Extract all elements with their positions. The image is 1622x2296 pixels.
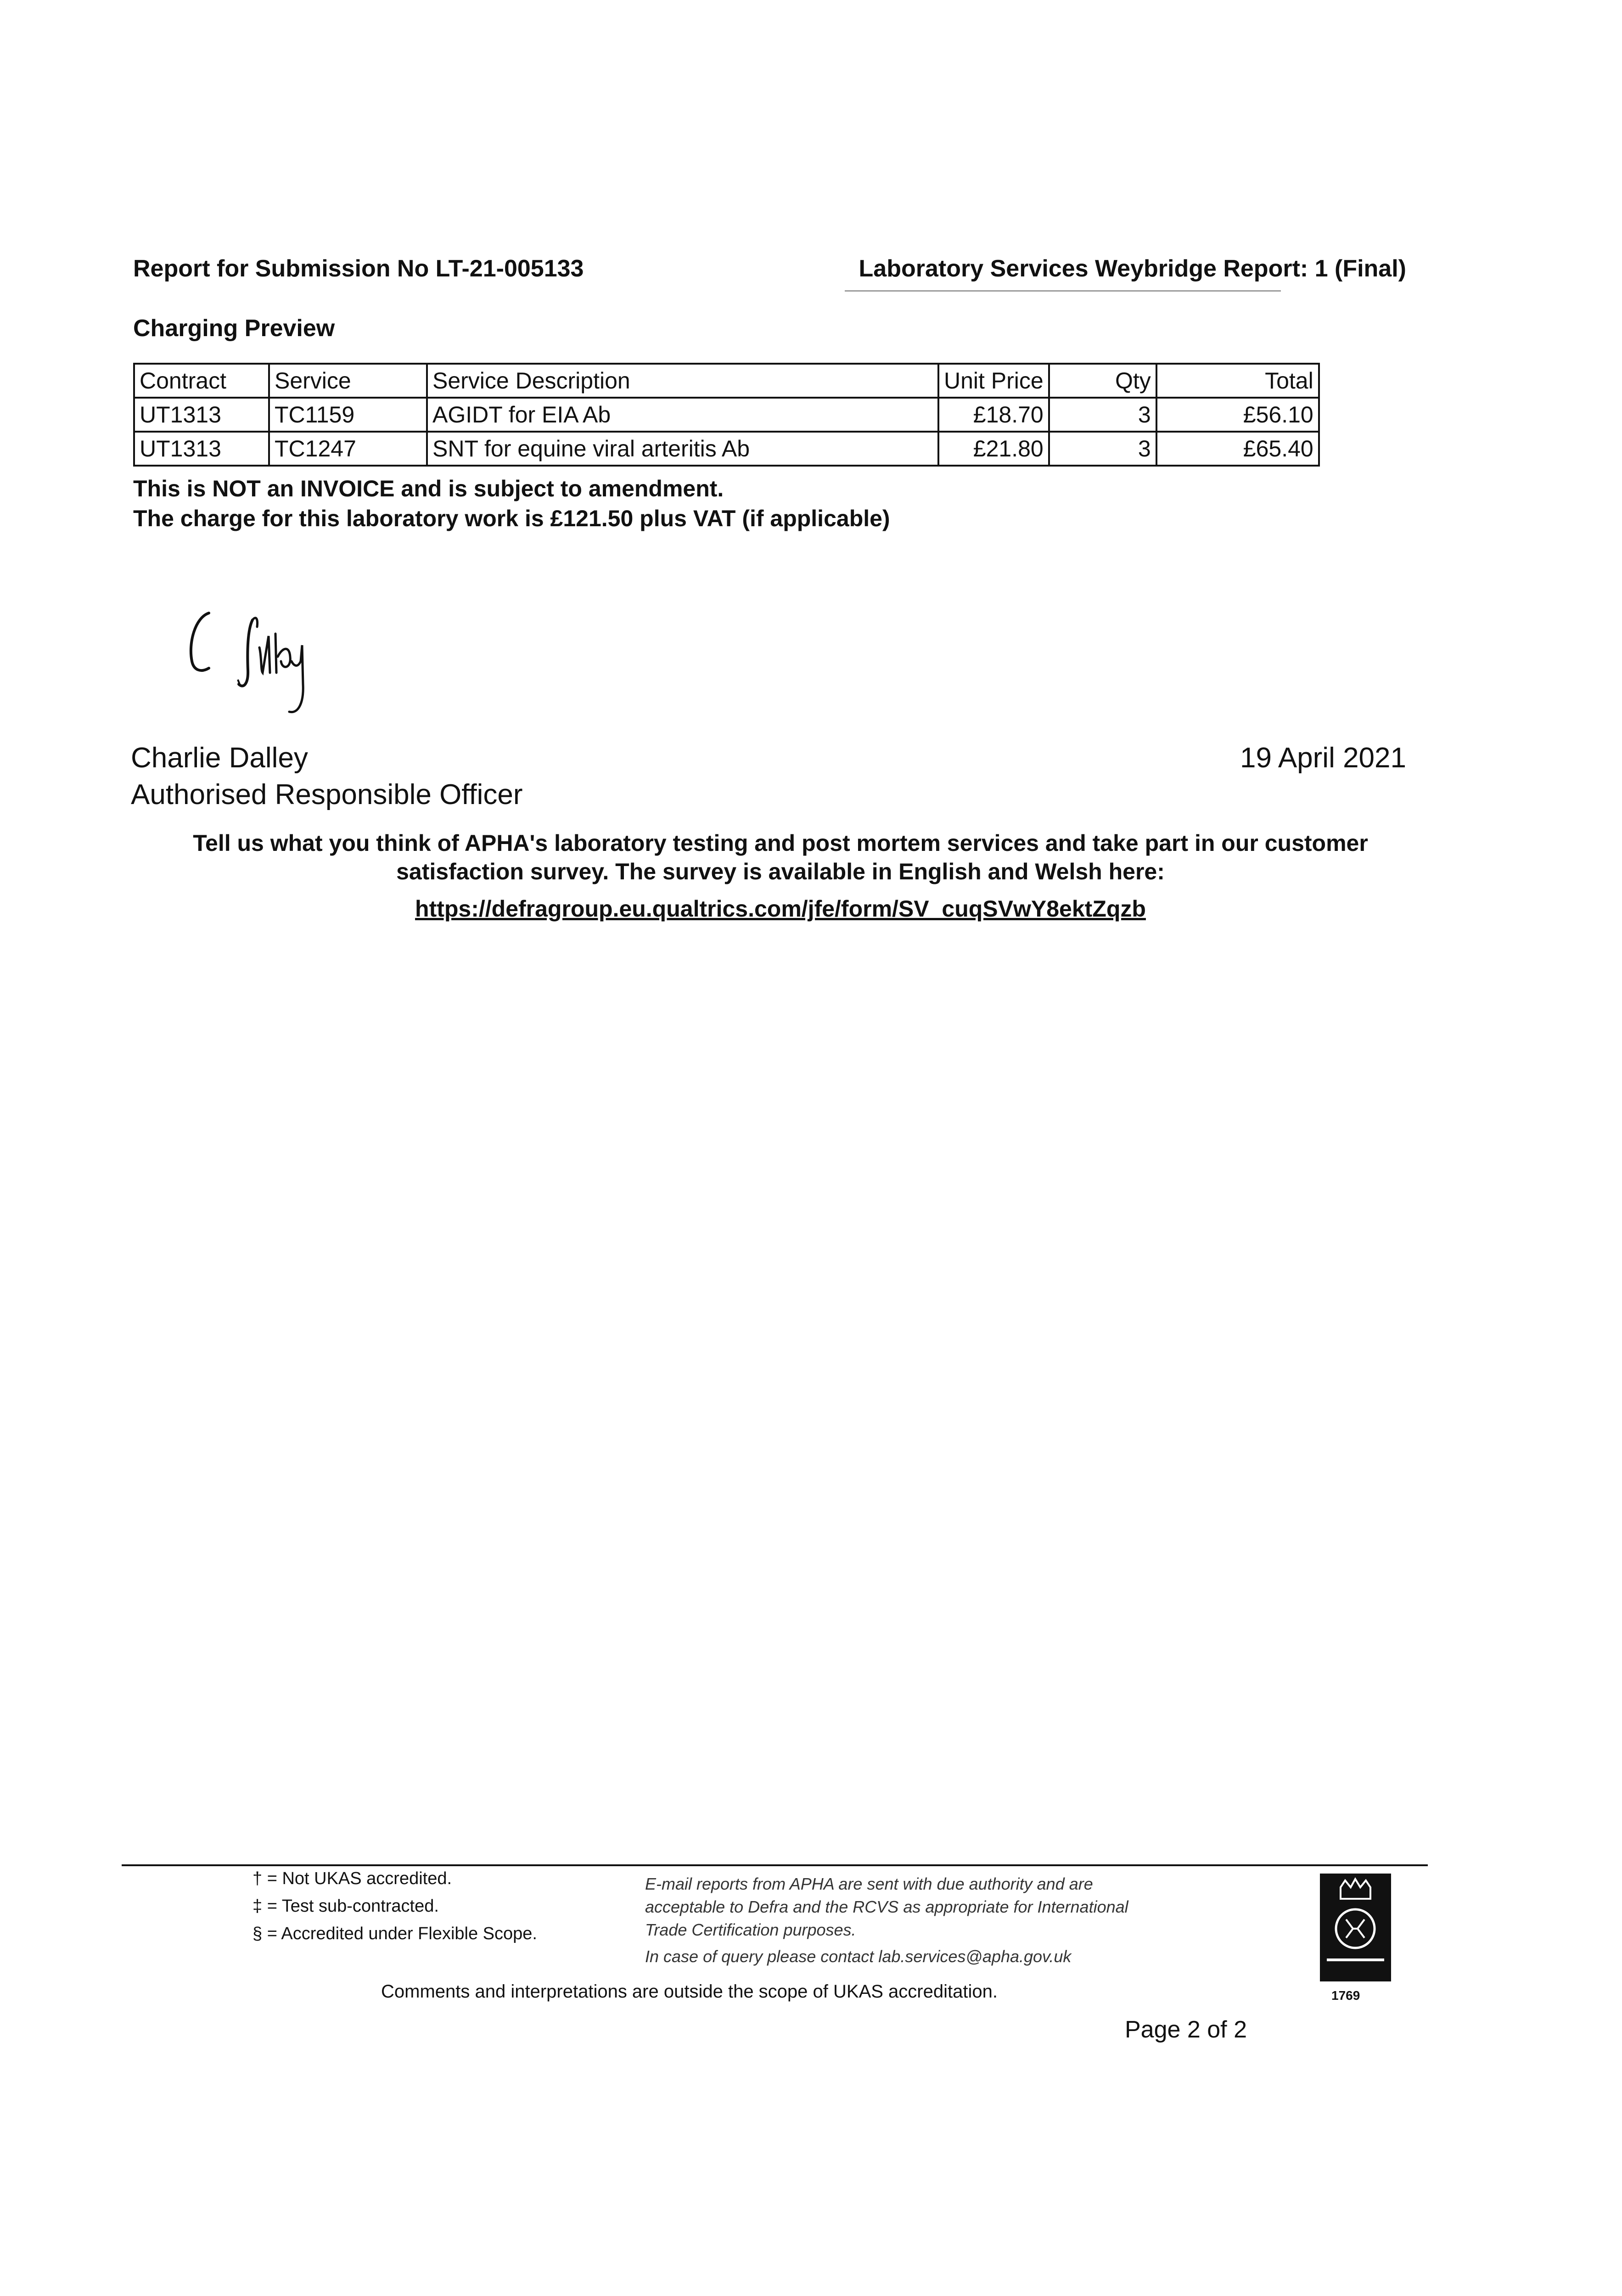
signatory-name: Charlie Dalley bbox=[131, 742, 308, 774]
signatory-role: Authorised Responsible Officer bbox=[131, 779, 523, 810]
cell-description: SNT for equine viral arteritis Ab bbox=[427, 432, 938, 466]
handwritten-signature bbox=[184, 592, 349, 744]
header-rule bbox=[845, 290, 1281, 292]
column-header-contract: Contract bbox=[134, 364, 269, 398]
column-header-service: Service bbox=[269, 364, 427, 398]
column-header-description: Service Description bbox=[427, 364, 938, 398]
cell-qty: 3 bbox=[1049, 398, 1156, 432]
column-header-total: Total bbox=[1156, 364, 1319, 398]
signature-date: 19 April 2021 bbox=[1240, 742, 1406, 774]
cell-contract: UT1313 bbox=[134, 432, 269, 466]
cell-contract: UT1313 bbox=[134, 398, 269, 432]
column-header-unit-price: Unit Price bbox=[938, 364, 1049, 398]
survey-link[interactable]: https://defragroup.eu.qualtrics.com/jfe/form/SV_cuqSVwY8ektZqzb bbox=[415, 896, 1146, 922]
cell-unit-price: £18.70 bbox=[938, 398, 1049, 432]
email-reports-note bbox=[645, 1873, 1288, 1941]
footer-rule bbox=[122, 1864, 1428, 1866]
query-contact-note: In case of query please contact lab.services@apha.gov.uk bbox=[645, 1947, 1072, 1966]
cell-description: AGIDT for EIA Ab bbox=[427, 398, 938, 432]
not-invoice-notice: This is NOT an INVOICE and is subject to amendment. bbox=[133, 476, 724, 501]
charges-table bbox=[133, 363, 1320, 467]
cell-qty: 3 bbox=[1049, 432, 1156, 466]
survey-invitation bbox=[138, 829, 1423, 886]
email-note-line: Trade Certification purposes. bbox=[645, 1920, 856, 1939]
report-title: Laboratory Services Weybridge Report: 1 (Final) bbox=[859, 255, 1406, 282]
column-header-qty: Qty bbox=[1049, 364, 1156, 398]
table-header-row bbox=[134, 364, 1319, 398]
table-row bbox=[134, 432, 1319, 466]
submission-number: Report for Submission No LT-21-005133 bbox=[133, 255, 584, 282]
email-note-line: acceptable to Defra and the RCVS as appropriate for International bbox=[645, 1897, 1128, 1916]
charge-total-line: The charge for this laboratory work is £121.50 plus VAT (if applicable) bbox=[133, 506, 890, 531]
ukas-scope-note: Comments and interpretations are outside the scope of UKAS accreditation. bbox=[381, 1981, 998, 2002]
legend-sub-contracted: ‡ = Test sub-contracted. bbox=[253, 1896, 439, 1916]
cell-total: £56.10 bbox=[1156, 398, 1319, 432]
cell-total: £65.40 bbox=[1156, 432, 1319, 466]
ukas-logo-icon bbox=[1320, 1874, 1391, 1981]
email-note-line: E-mail reports from APHA are sent with due authority and are bbox=[645, 1874, 1093, 1893]
charging-preview-title: Charging Preview bbox=[133, 315, 335, 342]
legend-flexible-scope: § = Accredited under Flexible Scope. bbox=[253, 1924, 537, 1943]
cell-unit-price: £21.80 bbox=[938, 432, 1049, 466]
table-row bbox=[134, 398, 1319, 432]
ukas-number: 1769 bbox=[1331, 1988, 1360, 2003]
survey-line-1: Tell us what you think of APHA's laboratory testing and post mortem services and take part in our customer bbox=[193, 830, 1368, 856]
legend-not-accredited: † = Not UKAS accredited. bbox=[253, 1869, 452, 1888]
cell-service: TC1247 bbox=[269, 432, 427, 466]
cell-service: TC1159 bbox=[269, 398, 427, 432]
page-number: Page 2 of 2 bbox=[1125, 2016, 1247, 2043]
survey-line-2: satisfaction survey. The survey is available in English and Welsh here: bbox=[396, 859, 1165, 884]
